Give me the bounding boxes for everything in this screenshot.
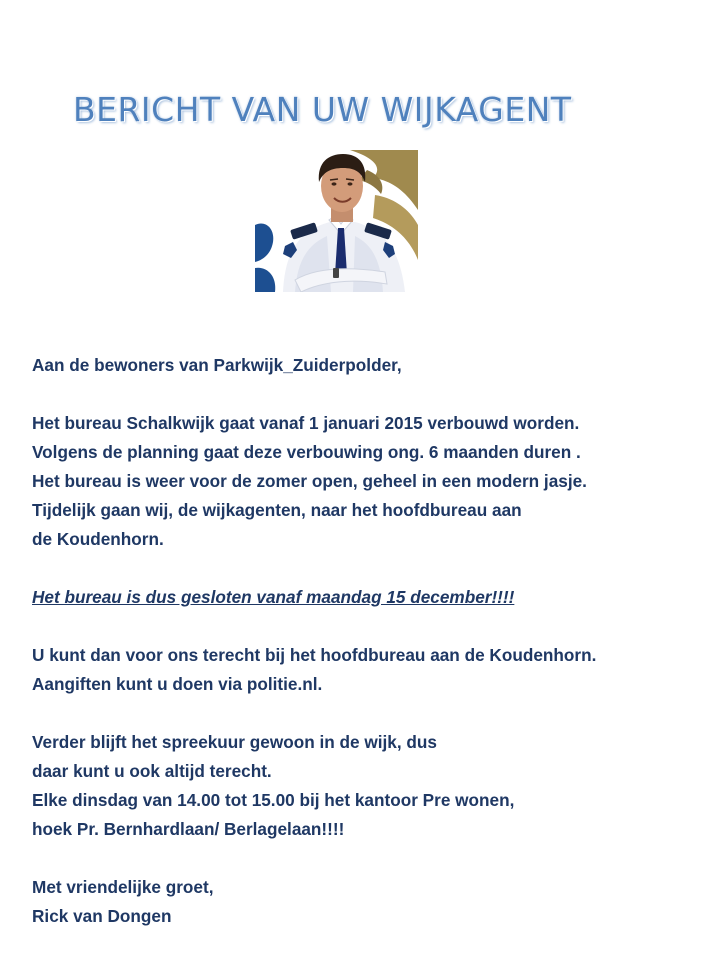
paragraph-line: Het bureau Schalkwijk gaat vanaf 1 januari 2015 verbouwd worden. xyxy=(32,413,580,433)
spacer xyxy=(32,699,720,728)
paragraph-line: de Koudenhorn. xyxy=(32,529,164,549)
police-logo-blue xyxy=(255,224,273,262)
salutation: Aan de bewoners van Parkwijk_Zuiderpolder, xyxy=(32,355,402,375)
spacer xyxy=(32,380,720,409)
wristwatch xyxy=(333,268,339,278)
signature: Rick van Dongen xyxy=(32,906,172,926)
spacer xyxy=(32,844,720,873)
paragraph-line: hoek Pr. Bernhardlaan/ Berlagelaan!!!! xyxy=(32,819,345,839)
paragraph-line: Elke dinsdag van 14.00 tot 15.00 bij het kantoor Pre wonen, xyxy=(32,790,515,810)
letter-body xyxy=(32,351,720,931)
paragraph-line: Aangiften kunt u doen via politie.nl. xyxy=(32,674,323,694)
closing: Met vriendelijke groet, xyxy=(32,877,214,897)
officer-portrait-image xyxy=(255,150,418,292)
paragraph-line: Verder blijft het spreekuur gewoon in de wijk, dus xyxy=(32,732,437,752)
spacer xyxy=(32,612,720,641)
police-logo-blue xyxy=(255,268,275,292)
paragraph-line: Het bureau is weer voor de zomer open, geheel in een modern jasje. xyxy=(32,471,587,491)
paragraph-line: daar kunt u ook altijd terecht. xyxy=(32,761,272,781)
spacer xyxy=(32,554,720,583)
paragraph-line: Tijdelijk gaan wij, de wijkagenten, naar het hoofdbureau aan xyxy=(32,500,522,520)
paragraph-line: U kunt dan voor ons terecht bij het hoofdbureau aan de Koudenhorn. xyxy=(32,645,597,665)
paragraph-line: Volgens de planning gaat deze verbouwing ong. 6 maanden duren . xyxy=(32,442,581,462)
page-title: BERICHT VAN UW WIJKAGENT xyxy=(73,90,572,129)
officer-photo xyxy=(255,150,418,292)
closure-notice: Het bureau is dus gesloten vanaf maandag 15 december!!!! xyxy=(32,587,515,607)
